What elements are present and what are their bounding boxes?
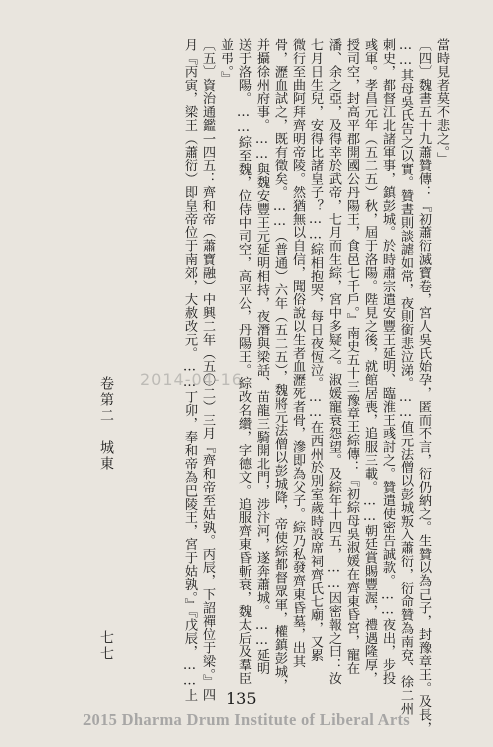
text-column-4: 刺史，都督江北諸軍事，鎮彭城。於時肅宗遣安豐王延明、臨淮王彧討之。贊遣使密告誠款。……夜出，步投 bbox=[380, 38, 395, 685]
text-column-11: 并攝徐州府事。……與魏安豐王元延明相持，夜潛與梁話、苗龍三騎開北門，涉汴河，遂奔蕭城。……延明 bbox=[254, 38, 269, 675]
folio-number: 七七 bbox=[98, 630, 114, 662]
text-column-7: 潘、余之亞，及得幸於武帝，七月而生綜，宮中多疑之。淑媛寵衰怨望。及綜年十四五，……因密報之曰：汝 bbox=[326, 38, 341, 685]
footer-watermark: 2015 Dharma Drum Institute of Liberal Arts bbox=[83, 710, 410, 729]
text-column-15: 月『丙寅，梁王（蕭衍）即皇帝位于南郊，大赦改元。……丁卯，奉和帝為巴陵王，宮于姑孰。』『戊辰，……上 bbox=[182, 38, 197, 702]
text-column-6: 授司空，封高平郡開國公丹陽王，食邑七千戶。』南史五十三豫章王綜傳：『初綜母吳淑媛在齊東昏宮，寵在 bbox=[344, 38, 359, 675]
text-column-12: 送于洛陽。……綜至魏，位侍中司空，高平公，丹陽王。綜改名纘，字德文。追服齊東昏斬衰，魏太后及羣臣 bbox=[236, 38, 251, 685]
text-column-2: 〔四〕魏書五十九蕭贊傳：『初蕭衍滅寶卷，宮人吳氏始孕，匿而不言，衍仍納之。生贊以為己子，封豫章王。及長， bbox=[416, 38, 431, 735]
text-column-5: 彧軍。孝昌元年（五二五）秋，屆于洛陽。陛見之後，就館居喪，追服三載。……朝廷賞賜豐渥，禮遇隆厚， bbox=[362, 38, 377, 685]
text-column-1: 當時見者莫不悲之。」 bbox=[434, 38, 449, 166]
margin-title: 卷第二 城東 bbox=[98, 376, 114, 472]
text-column-10: 骨，瀝血試之，既有徵矣。……（普通）六年（五二五），魏將元法僧以彭城降，帝使綜都督眾軍，權鎮彭城， bbox=[272, 38, 287, 692]
text-column-14: 〔五〕資治通鑑一四五：齊和帝（蕭寶融）中興二年（五〇二）三月『齊和帝至姑孰。丙辰，下詔禪位于梁。』四 bbox=[200, 38, 215, 702]
text-column-8: 七月日生兒，安得比諸皇子？……綜相抱哭，每日夜恆泣。……在西州於別室歲時設席祠齊氏七廟，又累 bbox=[308, 38, 323, 662]
date-stamp: 2014-04-16 bbox=[140, 370, 243, 389]
text-column-3: ……其母吳氏告之以實。贊晝則談謔如常，夜則銜悲泣涕。……值元法僧以彭城叛入蕭衍，衍命贊為南兗、徐二州 bbox=[398, 38, 413, 716]
text-column-13: 並弔。』 bbox=[218, 38, 233, 85]
page-number: 135 bbox=[226, 689, 257, 708]
text-column-9: 微行至曲阿拜齊明帝陵。然猶無以自信，聞俗說以生者血瀝死者骨，滲即為父子。綜乃私發齊東昏墓，出其 bbox=[290, 38, 305, 668]
